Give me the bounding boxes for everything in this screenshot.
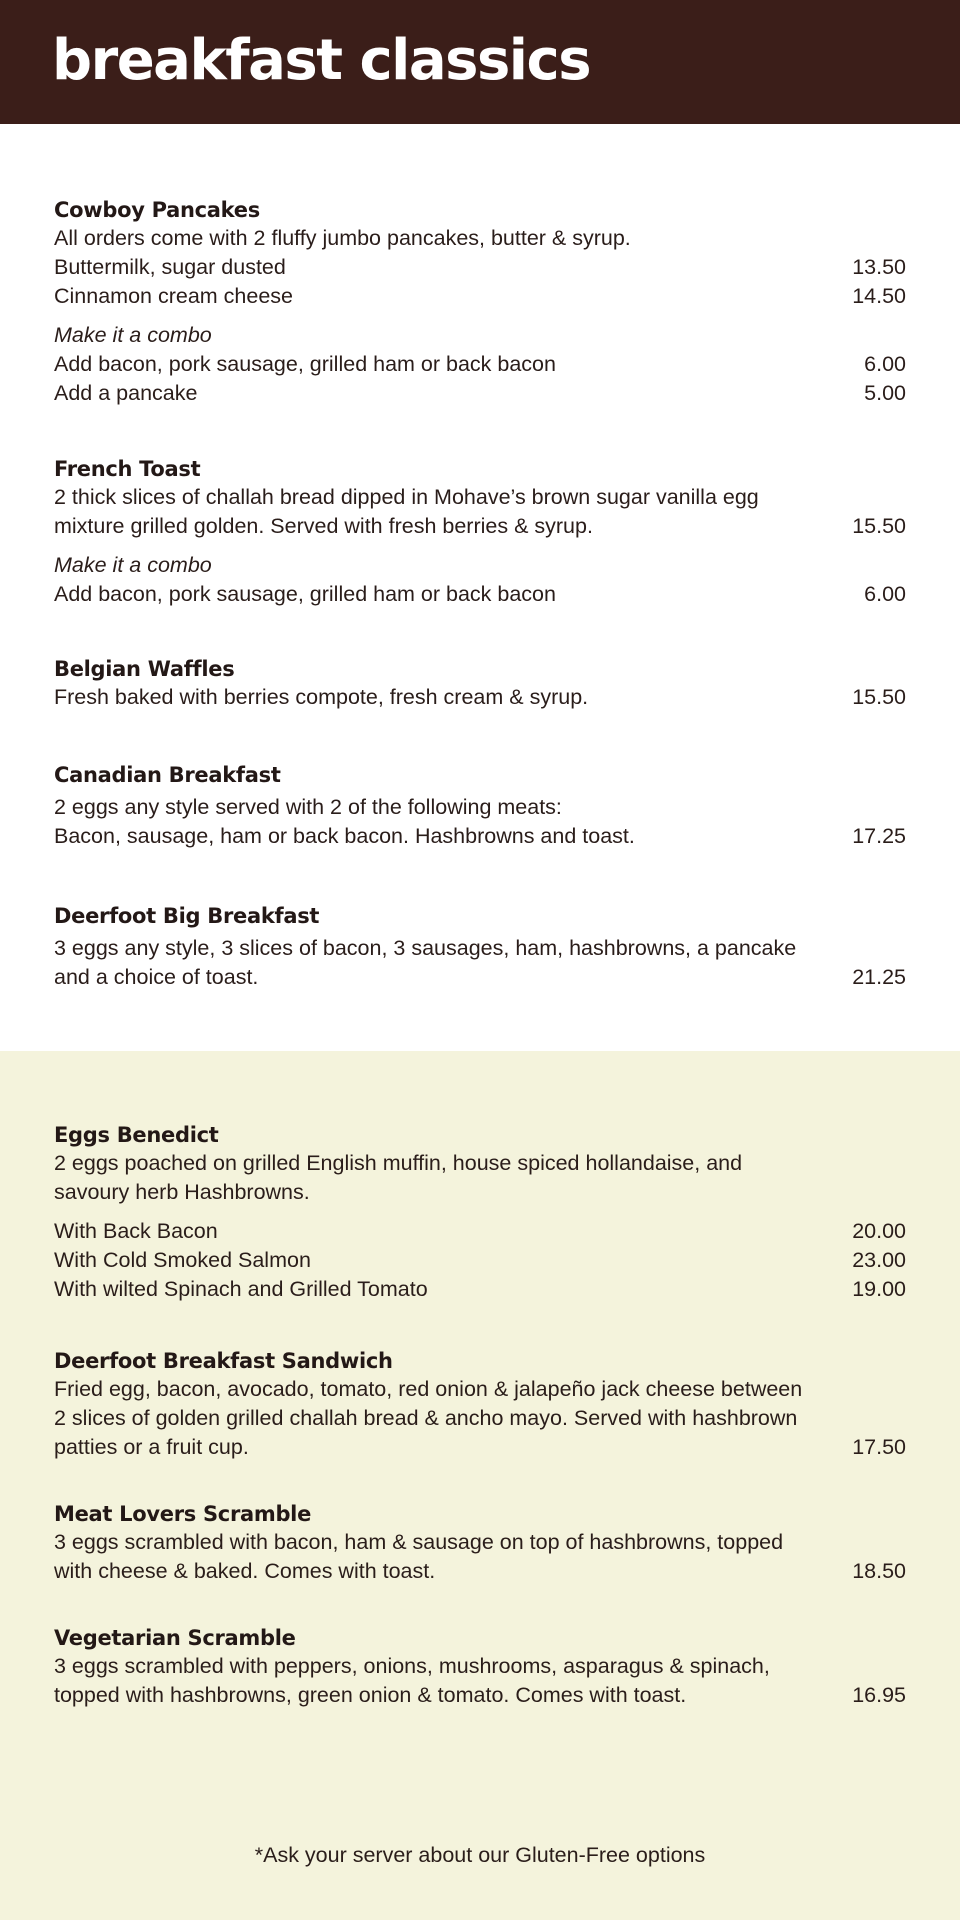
combo-row	[54, 580, 906, 609]
gluten-free-note: *Ask your server about our Gluten-Free options	[254, 1843, 706, 1867]
menu-item-vegetarian-scramble	[54, 1624, 906, 1710]
menu-item-title: Vegetarian Scramble	[54, 1626, 296, 1650]
combo-row	[54, 350, 906, 379]
option-price: 13.50	[852, 255, 906, 279]
page-title: breakfast classics	[52, 28, 591, 93]
menu-item-cowboy-pancakes	[54, 196, 906, 408]
menu-item-meat-lovers-scramble	[54, 1500, 906, 1586]
menu-item-description: 3 eggs any style, 3 slices of bacon, 3 sausages, ham, hashbrowns, a pancake and a choice of toast.	[54, 936, 797, 989]
option-row	[54, 282, 906, 311]
menu-item-belgian-waffles	[54, 655, 906, 712]
combo-price: 6.00	[864, 352, 906, 376]
combo-label: Add bacon, pork sausage, grilled ham or back bacon	[54, 352, 556, 376]
option-label: Cinnamon cream cheese	[54, 284, 294, 308]
menu-item-title: Belgian Waffles	[54, 657, 235, 681]
menu-item-price: 16.95	[852, 1683, 906, 1707]
option-label: With wilted Spinach and Grilled Tomato	[54, 1277, 428, 1301]
menu-item-price: 15.50	[852, 514, 906, 538]
combo-label: Add a pancake	[54, 381, 198, 405]
menu-item-description: 2 eggs poached on grilled English muffin, house spiced hollandaise, and savoury herb Hashbrowns.	[54, 1151, 743, 1204]
option-price: 19.00	[852, 1277, 906, 1301]
menu-item-description: 3 eggs scrambled with peppers, onions, mushrooms, asparagus & spinach, topped with hashbrowns, green onion & tomato. Comes with toast.	[54, 1654, 770, 1707]
page-header	[0, 0, 960, 124]
option-row	[54, 1246, 906, 1275]
option-label: With Cold Smoked Salmon	[54, 1248, 311, 1272]
combo-heading: Make it a combo	[54, 553, 212, 577]
menu-item-title: Deerfoot Breakfast Sandwich	[54, 1349, 393, 1373]
menu-item-description: 3 eggs scrambled with bacon, ham & sausage on top of hashbrowns, topped with cheese & baked. Comes with toast.	[54, 1530, 784, 1583]
option-row	[54, 1217, 906, 1246]
menu-item-title: Deerfoot Big Breakfast	[54, 904, 320, 928]
menu-item-price: 17.25	[852, 824, 906, 848]
menu-item-description: Fried egg, bacon, avocado, tomato, red onion & jalapeño jack cheese between 2 slices of golden grilled challah bread & ancho mayo. Served with hashbrown patties or a fruit cup.	[54, 1377, 803, 1459]
menu-item-description-line: 2 eggs any style served with 2 of the following meats:	[54, 795, 562, 819]
combo-price: 5.00	[864, 381, 906, 405]
menu-item-title: Meat Lovers Scramble	[54, 1502, 312, 1526]
menu-item-title: French Toast	[54, 457, 201, 481]
combo-label: Add bacon, pork sausage, grilled ham or back bacon	[54, 582, 556, 606]
menu-item-canadian-breakfast	[54, 761, 906, 851]
menu-item-description-line: Bacon, sausage, ham or back bacon. Hashbrowns and toast.	[54, 824, 635, 848]
menu-item-french-toast	[54, 455, 906, 609]
menu-item-price: 17.50	[852, 1435, 906, 1459]
combo-row	[54, 379, 906, 408]
option-row	[54, 253, 906, 282]
menu-item-breakfast-sandwich	[54, 1347, 906, 1462]
menu-item-price: 21.25	[852, 965, 906, 989]
menu-item-description: All orders come with 2 fluffy jumbo pancakes, butter & syrup.	[54, 226, 631, 250]
menu-item-big-breakfast	[54, 902, 906, 992]
option-row	[54, 1275, 906, 1304]
menu-item-eggs-benedict	[54, 1121, 906, 1304]
combo-heading: Make it a combo	[54, 323, 212, 347]
menu-item-title: Cowboy Pancakes	[54, 198, 260, 222]
option-label: Buttermilk, sugar dusted	[54, 255, 286, 279]
menu-item-description: 2 thick slices of challah bread dipped in Mohave’s brown sugar vanilla egg mixture grilled golden. Served with fresh berries & syrup.	[54, 485, 759, 538]
menu-item-description: Fresh baked with berries compote, fresh cream & syrup.	[54, 685, 589, 709]
option-label: With Back Bacon	[54, 1219, 218, 1243]
option-price: 14.50	[852, 284, 906, 308]
combo-price: 6.00	[864, 582, 906, 606]
option-price: 23.00	[852, 1248, 906, 1272]
menu-item-title: Eggs Benedict	[54, 1123, 219, 1147]
menu-item-title: Canadian Breakfast	[54, 763, 281, 787]
menu-item-price: 15.50	[852, 685, 906, 709]
menu-item-price: 18.50	[852, 1559, 906, 1583]
option-price: 20.00	[852, 1219, 906, 1243]
